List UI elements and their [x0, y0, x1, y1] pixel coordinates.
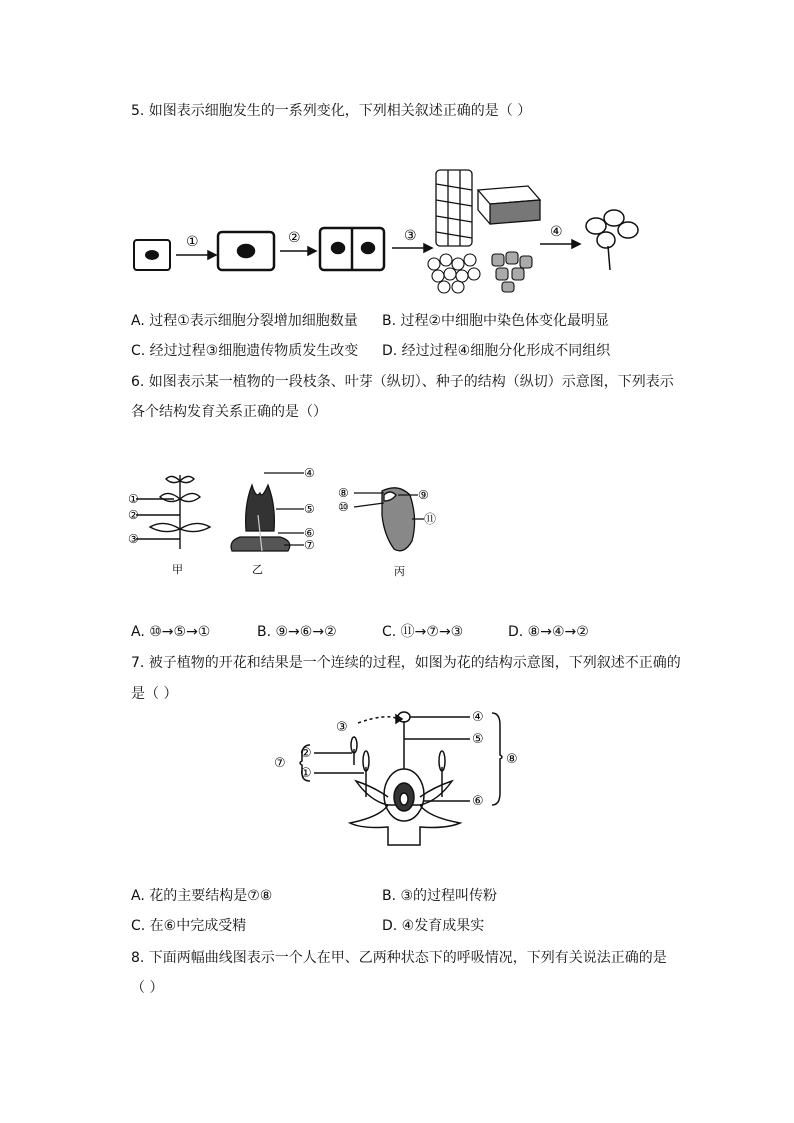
- q7-flower-structure-figure: [270, 705, 530, 850]
- q6-option-b[interactable]: B. ⑨→⑥→②: [257, 624, 337, 640]
- label-n1: ①: [128, 492, 139, 506]
- label-n5: ⑤: [304, 502, 315, 516]
- label-n7: ⑦: [304, 538, 315, 552]
- branch-jia: [136, 475, 210, 549]
- q7-option-a[interactable]: A. 花的主要结构是⑦⑧: [131, 888, 273, 904]
- mechanical-tissue: [492, 252, 532, 292]
- caption-bing: 丙: [394, 565, 405, 578]
- label-n9: ⑨: [418, 488, 429, 502]
- flower-organ: [586, 210, 638, 270]
- protective-tissue: [478, 186, 540, 224]
- q5-stem: 5. 如图表示细胞发生的一系列变化，下列相关叙述正确的是（ ）: [131, 103, 532, 119]
- label-n3: ③: [336, 720, 348, 735]
- q6-plant-structures-figure: [128, 465, 458, 580]
- q7-option-b[interactable]: B. ③的过程叫传粉: [382, 888, 498, 904]
- q7-option-d[interactable]: D. ④发育成果实: [382, 918, 485, 934]
- parenchyma-tissue: [428, 254, 480, 293]
- label-n8: ⑧: [506, 752, 518, 767]
- label-n10: ⑩: [338, 500, 349, 514]
- q6-stem-line2: 各个结构发育关系正确的是（）: [131, 404, 327, 420]
- leaf-bud-yi: [231, 473, 304, 551]
- q8-stem-line2: （ ）: [131, 980, 164, 996]
- q5-option-d[interactable]: D. 经过过程④细胞分化形成不同组织: [382, 343, 611, 359]
- divided-cells: [320, 228, 384, 270]
- q7-stem-line1: 7. 被子植物的开花和结果是一个连续的过程，如图为花的结构示意图，下列叙述不正确的: [131, 655, 681, 671]
- caption-yi: 乙: [252, 563, 263, 576]
- label-n2: ②: [300, 746, 312, 761]
- arrow-step-1: [176, 251, 216, 259]
- single-cell: [134, 240, 170, 270]
- label-n7: ⑦: [274, 756, 286, 771]
- q5-cell-change-figure: [128, 160, 688, 300]
- conducting-tissue: [436, 170, 472, 246]
- q6-stem-line1: 6. 如图表示某一植物的一段枝条、叶芽（纵切）、种子的结构（纵切）示意图，下列表示: [131, 374, 674, 390]
- q5-option-a[interactable]: A. 过程①表示细胞分裂增加细胞数量: [131, 313, 358, 329]
- step-4-label: ④: [550, 224, 563, 240]
- label-n2: ②: [128, 508, 139, 522]
- caption-jia: 甲: [172, 563, 183, 576]
- q6-option-d[interactable]: D. ⑧→④→②: [508, 624, 589, 640]
- label-n3: ③: [128, 532, 139, 546]
- q7-stem-line2: 是（ ）: [131, 686, 178, 702]
- q8-stem-line1: 8. 下面两幅曲线图表示一个人在甲、乙两种状态下的呼吸情况，下列有关说法正确的是: [131, 950, 667, 966]
- label-n1: ①: [300, 766, 312, 781]
- label-n4: ④: [304, 466, 315, 480]
- arrow-step-3: [392, 244, 432, 252]
- q7-option-c[interactable]: C. 在⑥中完成受精: [131, 918, 247, 934]
- q5-option-c[interactable]: C. 经过过程③细胞遗传物质发生改变: [131, 343, 359, 359]
- label-n6: ⑥: [472, 794, 484, 809]
- step-1-label: ①: [186, 234, 199, 250]
- step-3-label: ③: [404, 228, 417, 244]
- label-n5: ⑤: [472, 732, 484, 747]
- seed-bing: [354, 488, 424, 551]
- arrow-step-2: [280, 247, 316, 255]
- label-n4: ④: [472, 710, 484, 725]
- q5-option-b[interactable]: B. 过程②中细胞中染色体变化最明显: [382, 313, 610, 329]
- grown-cell: [218, 232, 274, 270]
- step-2-label: ②: [288, 230, 301, 246]
- arrow-step-4: [540, 240, 580, 248]
- q6-option-a[interactable]: A. ⑩→⑤→①: [131, 624, 211, 640]
- label-n6: ⑥: [304, 526, 315, 540]
- q6-option-c[interactable]: C. ⑪→⑦→③: [382, 624, 464, 640]
- label-n8: ⑧: [338, 486, 349, 500]
- label-n11: ⑪: [424, 512, 437, 526]
